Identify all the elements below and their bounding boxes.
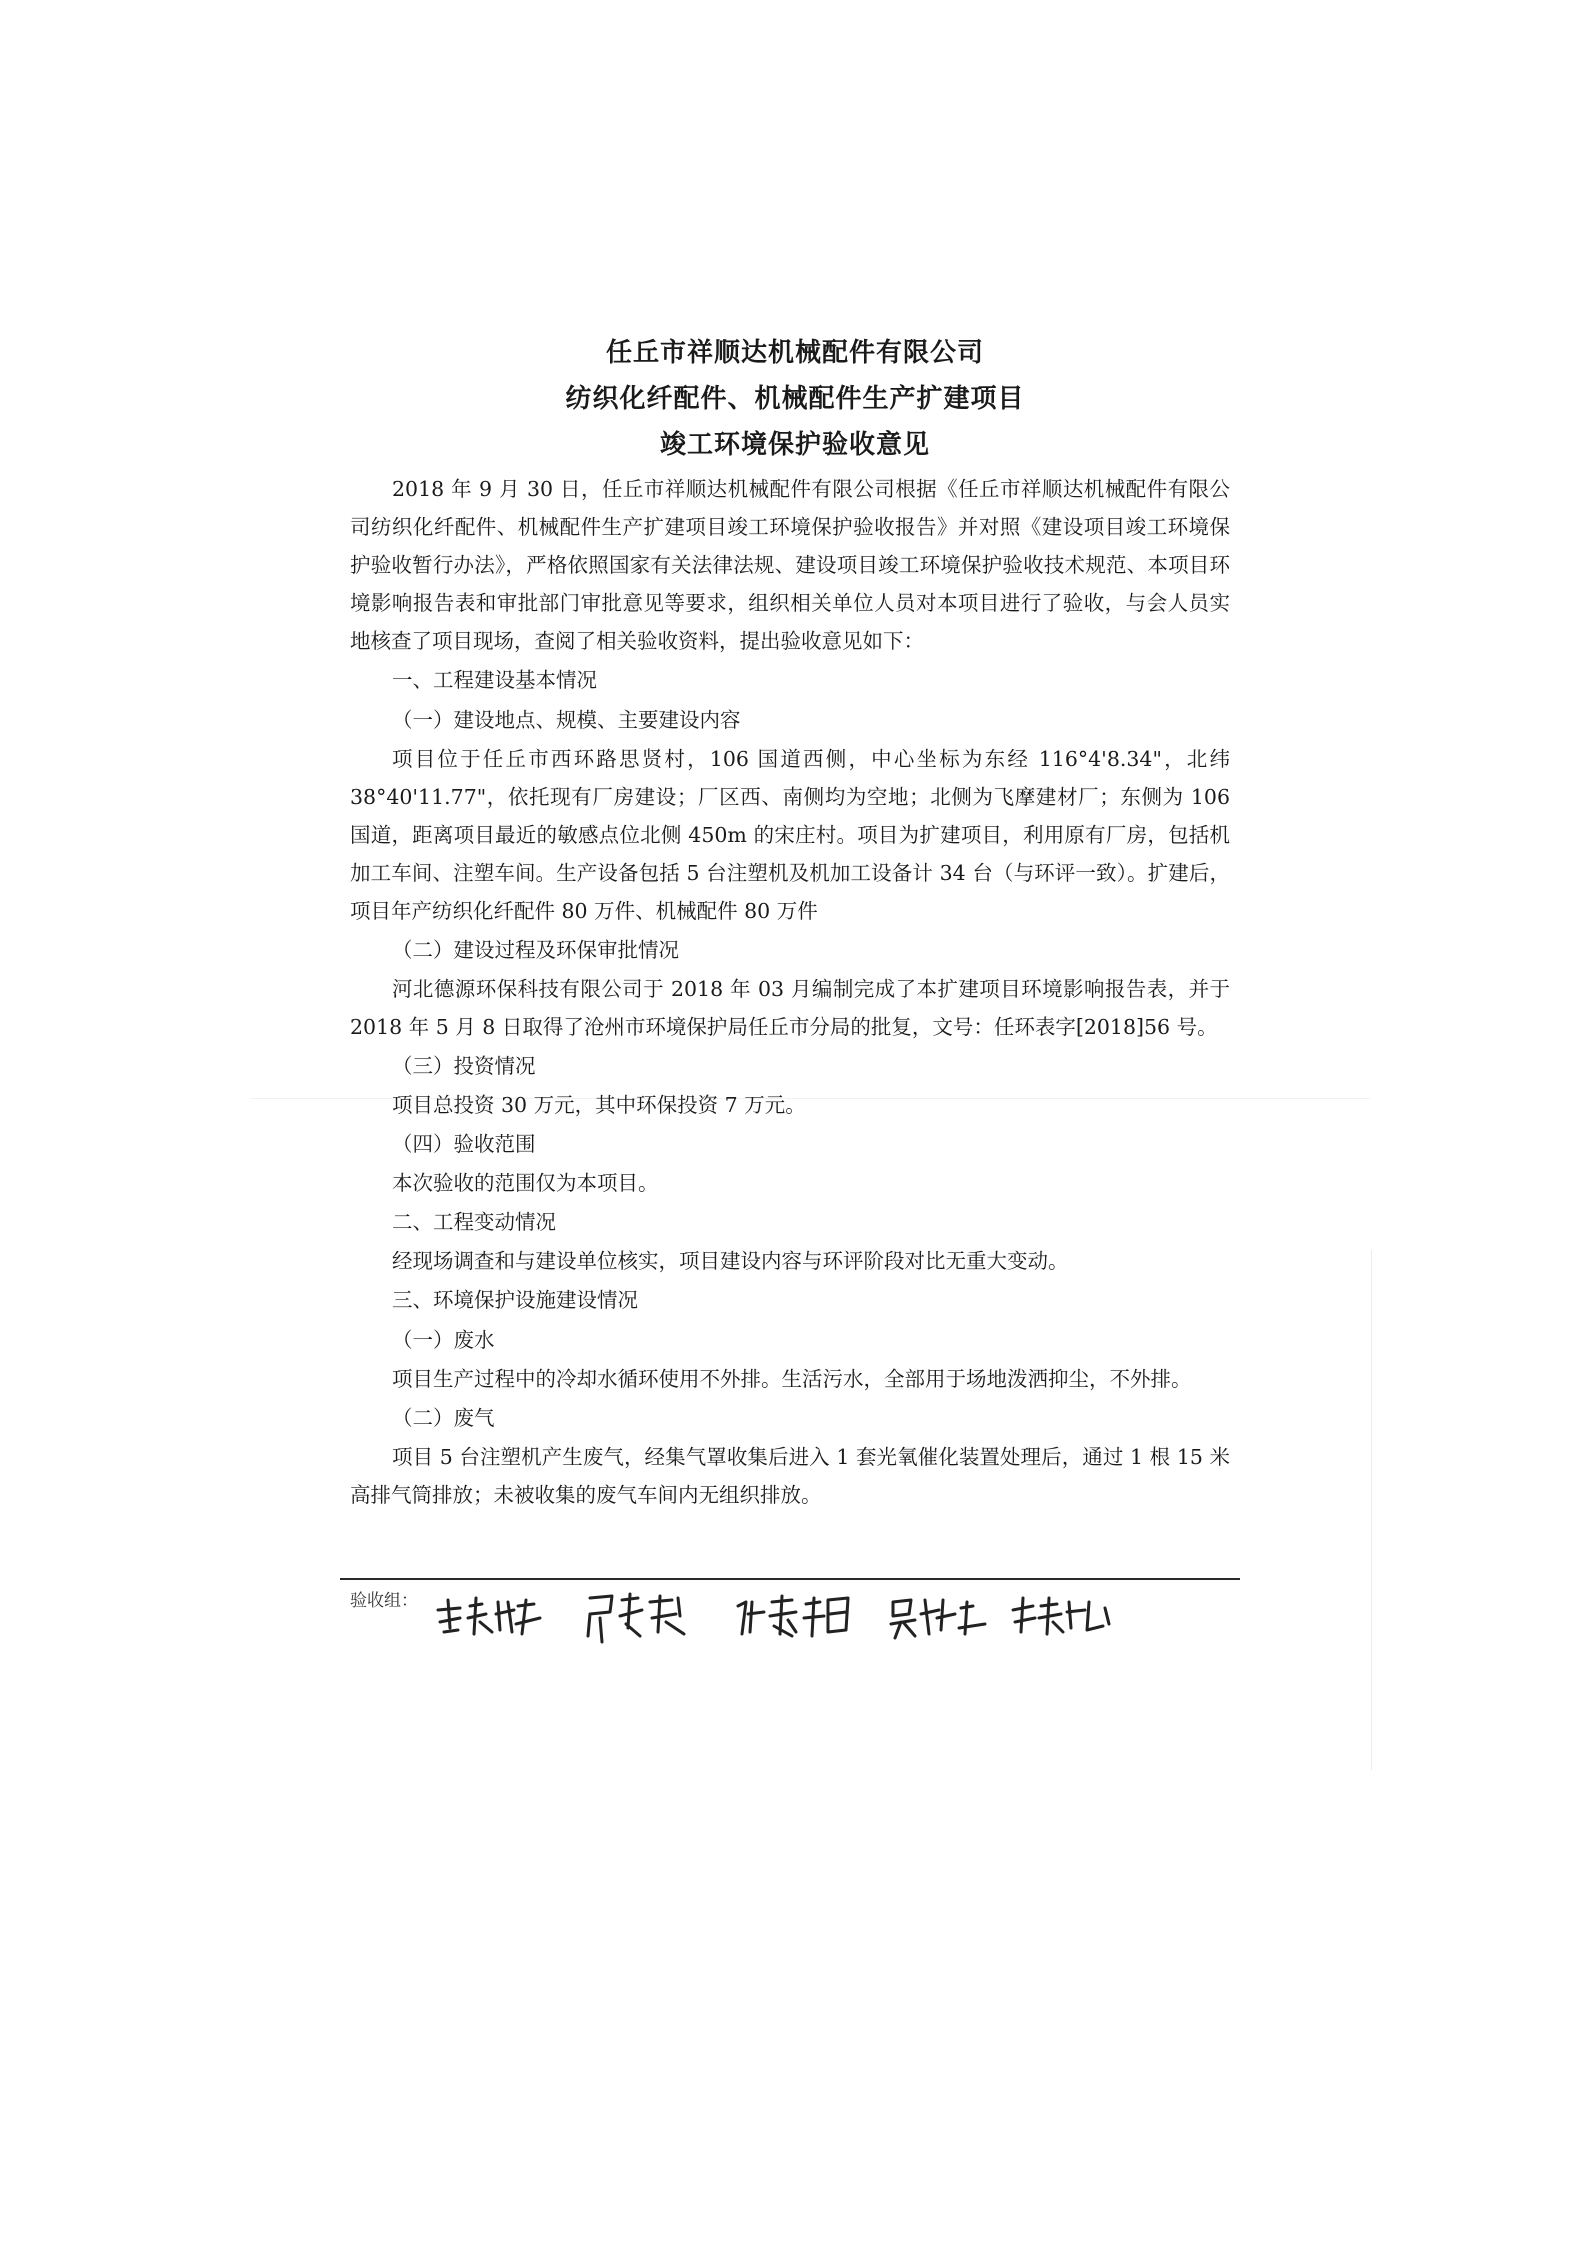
signature-divider [340, 1578, 1240, 1580]
signature-label: 验收组： [350, 1591, 418, 1611]
section-1-3-text: 项目总投资 30 万元，其中环保投资 7 万元。 [392, 1093, 806, 1117]
section-3-heading: 三、环境保护设施建设情况 [392, 1288, 638, 1312]
intro-paragraph: 2018 年 9 月 30 日，任丘市祥顺达机械配件有限公司根据《任丘市祥顺达机械配件有限公司纺织化纤配件、机械配件生产扩建项目竣工环境保护验收报告》并对照《建设项目竣工环境保护验收暂行办法》，严格依照国家有关法律法规、建设项目竣工环境保护验收技术规范、本项目环境影响报告表和审批部门审批意见等要求，组织相关单位人员对本项目进行了验收，与会人员实地核查了项目现场，查阅了相关验收资料，提出验收意见如下： [350, 477, 1230, 653]
signature-1 [430, 1588, 550, 1648]
section-2-heading: 二、工程变动情况 [392, 1210, 556, 1234]
signature-3 [730, 1588, 860, 1648]
title-company: 任丘市祥顺达机械配件有限公司 [605, 338, 984, 368]
section-1-2-heading: （二）建设过程及环保审批情况 [392, 938, 679, 962]
document-title [340, 330, 1250, 468]
document-body [350, 470, 1230, 1514]
section-1-4-heading: （四）验收范围 [392, 1132, 536, 1156]
title-project: 纺织化纤配件、机械配件生产扩建项目 [565, 384, 1025, 414]
signature-group [430, 1588, 1130, 1678]
section-1-3-heading: （三）投资情况 [392, 1054, 536, 1078]
section-1-4-text: 本次验收的范围仅为本项目。 [392, 1171, 659, 1195]
section-3-1-heading: （一）废水 [392, 1328, 495, 1352]
title-document-type: 竣工环境保护验收意见 [659, 430, 930, 460]
section-3-2-text: 项目 5 台注塑机产生废气，经集气罩收集后进入 1 套光氧催化装置处理后，通过 1 根 15 米高排气筒排放；未被收集的废气车间内无组织排放。 [350, 1445, 1230, 1507]
section-1-2-text: 河北德源环保科技有限公司于 2018 年 03 月编制完成了本扩建项目环境影响报告表，并于 2018 年 5 月 8 日取得了沧州市环境保护局任丘市分局的批复，文号：任环表字[2018]56 号。 [350, 977, 1230, 1039]
section-2-text: 经现场调查和与建设单位核实，项目建设内容与环评阶段对比无重大变动。 [392, 1249, 1069, 1273]
scan-artifact-edge [1371, 1250, 1372, 1770]
section-1-1-heading: （一）建设地点、规模、主要建设内容 [392, 708, 741, 732]
section-1-1-text: 项目位于任丘市西环路思贤村，106 国道西侧，中心坐标为东经 116°4'8.34"，北纬 38°40'11.77"，依托现有厂房建设；厂区西、南侧均为空地；北侧为飞摩建材厂；东侧为 106 国道，距离项目最近的敏感点位北侧 450m 的宋庄村。项目为扩建项目，利用原有厂房，包括机加工车间、注塑车间。生产设备包括 5 台注塑机及机加工设备计 34 台（与环评一致）。扩建后，项目年产纺织化纤配件 80 万件、机械配件 80 万件 [350, 747, 1230, 923]
signature-4 [885, 1588, 995, 1648]
signature-2 [580, 1588, 700, 1648]
section-3-2-heading: （二）废气 [392, 1406, 495, 1430]
section-3-1-text: 项目生产过程中的冷却水循环使用不外排。生活污水，全部用于场地泼洒抑尘，不外排。 [392, 1367, 1192, 1391]
signature-5 [1005, 1588, 1125, 1648]
section-1-heading: 一、工程建设基本情况 [392, 668, 597, 692]
